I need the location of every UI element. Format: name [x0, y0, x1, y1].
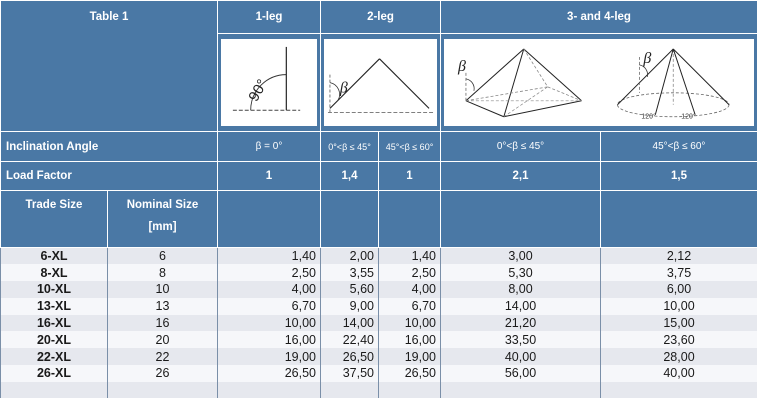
inclination-3-4-leg-high: 45°<β ≤ 60°	[601, 132, 757, 162]
value-2-leg-high-cell: 26,50	[379, 365, 441, 382]
trade-size-cell: 26-XL	[1, 365, 108, 382]
value-1-leg-cell: 6,70	[218, 298, 321, 315]
subheader-blank-2	[321, 191, 379, 248]
value-2-leg-high-cell: 16,00	[379, 331, 441, 348]
load-factor-label: Load Factor	[1, 162, 218, 191]
table-row	[1, 281, 757, 298]
angle-120-label-right: 120°	[681, 113, 696, 121]
trade-size-cell: 16-XL	[1, 315, 108, 332]
table-row	[1, 264, 757, 281]
figure-1-leg	[218, 34, 321, 132]
subheader-blank-1	[218, 191, 321, 248]
header-2-leg: 2-leg	[321, 1, 441, 34]
table-row	[1, 365, 757, 382]
trade-size-cell: 13-XL	[1, 298, 108, 315]
value-3-4-leg-low-cell: 33,50	[441, 331, 601, 348]
figure-3-4-leg	[441, 34, 757, 132]
value-3-4-leg-low-cell: 3,00	[441, 248, 601, 265]
angle-90-label: 90°	[246, 76, 272, 105]
three-four-leg-sling-diagram	[444, 39, 754, 127]
value-2-leg-high-cell: 2,50	[379, 264, 441, 281]
value-2-leg-low-cell: 26,50	[321, 348, 379, 365]
value-1-leg-cell: 4,00	[218, 281, 321, 298]
value-2-leg-low-cell: 2,00	[321, 248, 379, 265]
value-2-leg-low-cell: 3,55	[321, 264, 379, 281]
value-2-leg-low-cell: 9,00	[321, 298, 379, 315]
beta-label-3-leg: β	[643, 49, 652, 67]
inclination-2-leg-high: 45°<β ≤ 60°	[379, 132, 441, 162]
table-title: Table 1	[1, 1, 218, 132]
figure-2-leg	[321, 34, 441, 132]
nominal-size-cell: 13	[108, 298, 218, 315]
table-row	[1, 348, 757, 365]
single-leg-90-degree-diagram	[221, 39, 317, 126]
value-2-leg-low-cell: 37,50	[321, 365, 379, 382]
angle-120-label-left: 120°	[641, 113, 656, 121]
header-3-4-leg: 3- and 4-leg	[441, 1, 757, 34]
value-3-4-leg-low-cell: 8,00	[441, 281, 601, 298]
subheader-blank-4	[441, 191, 601, 248]
value-3-4-leg-low-cell: 21,20	[441, 315, 601, 332]
value-2-leg-high-cell: 19,00	[379, 348, 441, 365]
value-2-leg-low-cell: 14,00	[321, 315, 379, 332]
table-row	[1, 248, 757, 265]
subheader-blank-3	[379, 191, 441, 248]
empty-table-row	[1, 382, 757, 398]
value-1-leg-cell: 1,40	[218, 248, 321, 265]
trade-size-cell: 8-XL	[1, 264, 108, 281]
beta-label-2-leg: β	[339, 79, 348, 97]
nominal-size-cell: 6	[108, 248, 218, 265]
header-1-leg: 1-leg	[218, 1, 321, 34]
nominal-size-title: Nominal Size	[126, 199, 199, 211]
value-3-4-leg-high-cell: 10,00	[601, 298, 757, 315]
value-3-4-leg-low-cell: 56,00	[441, 365, 601, 382]
value-3-4-leg-low-cell: 40,00	[441, 348, 601, 365]
nominal-size-unit: [mm]	[148, 221, 177, 233]
value-3-4-leg-high-cell: 15,00	[601, 315, 757, 332]
value-1-leg-cell: 19,00	[218, 348, 321, 365]
value-1-leg-cell: 16,00	[218, 331, 321, 348]
inclination-1-leg: β = 0°	[218, 132, 321, 162]
load-factor-3-4-leg-low: 2,1	[441, 162, 601, 191]
value-2-leg-high-cell: 4,00	[379, 281, 441, 298]
value-3-4-leg-high-cell: 28,00	[601, 348, 757, 365]
value-3-4-leg-high-cell: 6,00	[601, 281, 757, 298]
value-1-leg-cell: 10,00	[218, 315, 321, 332]
value-3-4-leg-high-cell: 23,60	[601, 331, 757, 348]
value-3-4-leg-low-cell: 5,30	[441, 264, 601, 281]
value-2-leg-high-cell: 10,00	[379, 315, 441, 332]
subheader-blank-5	[601, 191, 757, 248]
value-3-4-leg-high-cell: 2,12	[601, 248, 757, 265]
trade-size-header: Trade Size	[1, 191, 108, 248]
nominal-size-cell: 16	[108, 315, 218, 332]
beta-label-4-leg: β	[457, 57, 466, 75]
load-factor-3-4-leg-high: 1,5	[601, 162, 757, 191]
value-3-4-leg-high-cell: 3,75	[601, 264, 757, 281]
nominal-size-cell: 20	[108, 331, 218, 348]
two-leg-sling-diagram	[324, 39, 437, 126]
value-2-leg-high-cell: 6,70	[379, 298, 441, 315]
trade-size-cell: 20-XL	[1, 331, 108, 348]
trade-size-cell: 6-XL	[1, 248, 108, 265]
nominal-size-cell: 10	[108, 281, 218, 298]
value-2-leg-high-cell: 1,40	[379, 248, 441, 265]
value-1-leg-cell: 26,50	[218, 365, 321, 382]
value-1-leg-cell: 2,50	[218, 264, 321, 281]
table-row	[1, 315, 757, 332]
trade-size-cell: 22-XL	[1, 348, 108, 365]
trade-size-cell: 10-XL	[1, 281, 108, 298]
load-factor-2-leg-high: 1	[379, 162, 441, 191]
value-2-leg-low-cell: 22,40	[321, 331, 379, 348]
nominal-size-cell: 26	[108, 365, 218, 382]
load-factor-1-leg: 1	[218, 162, 321, 191]
table-row	[1, 331, 757, 348]
value-3-4-leg-low-cell: 14,00	[441, 298, 601, 315]
value-2-leg-low-cell: 5,60	[321, 281, 379, 298]
nominal-size-header	[108, 191, 218, 248]
load-factor-2-leg-low: 1,4	[321, 162, 379, 191]
value-3-4-leg-high-cell: 40,00	[601, 365, 757, 382]
inclination-angle-label: Inclination Angle	[1, 132, 218, 162]
nominal-size-cell: 22	[108, 348, 218, 365]
inclination-2-leg-low: 0°<β ≤ 45°	[321, 132, 379, 162]
table-row	[1, 298, 757, 315]
nominal-size-cell: 8	[108, 264, 218, 281]
inclination-3-4-leg-low: 0°<β ≤ 45°	[441, 132, 601, 162]
